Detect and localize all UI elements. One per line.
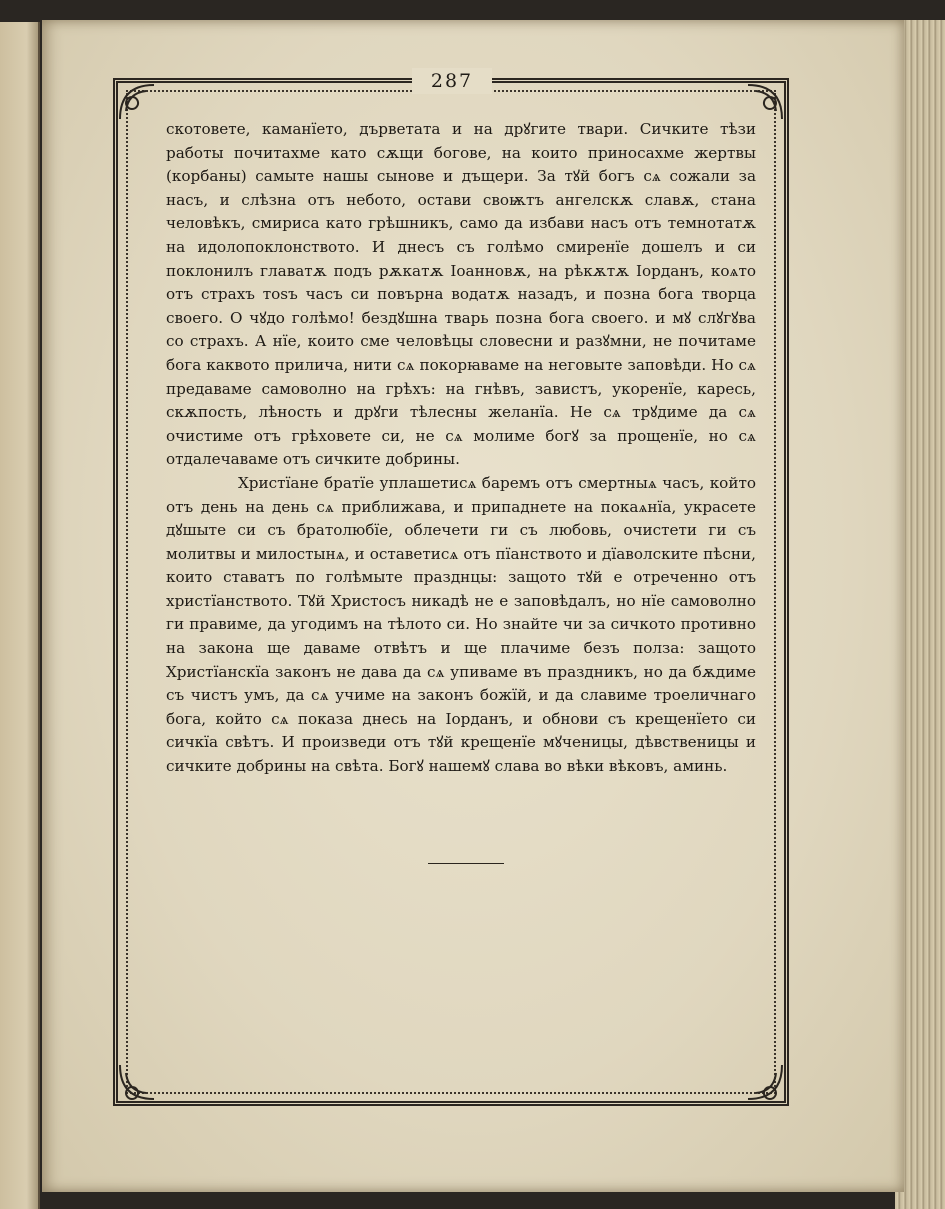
corner-ornament-top-right [744,81,786,123]
paragraph-2: Христїане братїе уплашетисѧ баремъ отъ смертныѧ часъ, който отъ день на день сѧ приближава, и припаднете на покаѧнїа, украсете дꙋшыте си съ братолюбїе, облечети ги съ любовь, очистети ги съ молитвы и милостынѧ, и оставетисѧ отъ пїанството и дїаволските пѣсни, които ставатъ по голѣмыте празднцы: защото тꙋй е отреченно отъ христїанството. Тꙋй Христосъ никадѣ не е заповѣдалъ, но нїе самоволно ги правиме, да угодимъ на тѣлото си. Но знайте чи за сичкото противно на закона ще даваме отвѣтъ и ще плачиме безъ полза: защото Христїанскїа законъ не дава да сѧ упиваме въ праздникъ, но да бѫдиме съ чистъ умъ, да сѧ учиме на законъ божїй, и да славиме троеличнаго бога, който сѧ показа днесь на Іорданъ, и обнови съ крещенїето си сичкїа свѣтъ. И произведи отъ тꙋй крещенїе мꙋченицы, дѣвственицы и сичките добрины на свѣта. Богꙋ нашемꙋ слава во вѣки вѣковъ, аминь. [166,473,756,776]
body-text [166,118,756,779]
corner-ornament-bottom-right [744,1061,786,1103]
end-rule [428,863,504,864]
corner-ornament-top-left [116,81,158,123]
page-number: 287 [412,68,492,94]
facing-page-edge [0,22,40,1209]
paragraph-1: скотовете, каманїето, дърветата и на дрꙋгите твари. Сичките тѣзи работы почитахме като сѫщи богове, на които приносахме жертвы (корбаны) самыте нашы сынове и дъщери. За тꙋй богъ сѧ сожали за насъ, и слѣзна отъ небото, остави своѭтъ ангелскѫ славѫ, стана человѣкъ, смириса като грѣшникъ, само да избави насъ отъ темнотатѫ на идолопоклонството. И днесъ съ голѣмо смиренїе дошелъ и си поклонилъ главатѫ подъ рѫкатѫ Іоанновѫ, на рѣкѫтѫ Іорданъ, коѧто отъ страхъ тоѕъ часъ си повърна водатѫ назадъ, и позна бога творца своего. О чꙋдо голѣмо! бездꙋшна тварь позна бога своего. и мꙋ слꙋгꙋва со страхъ. А нїе, които сме человѣцы словесни и разꙋмни, не почитаме бога каквото прилича, нити сѧ покорꙗваме на неговыте заповѣди. Но сѧ предаваме самоволно на грѣхъ: на гнѣвъ, завистъ, укоренїе, каресь, скѫпость, лѣность и дрꙋги тѣлесны желанїа. Не сѧ трꙋдиме да сѧ очистиме отъ грѣховете си, не сѧ молиме богꙋ за прощенїе, но сѧ отдалечаваме отъ сичките добрины. [166,120,756,469]
corner-ornament-bottom-left [116,1061,158,1103]
